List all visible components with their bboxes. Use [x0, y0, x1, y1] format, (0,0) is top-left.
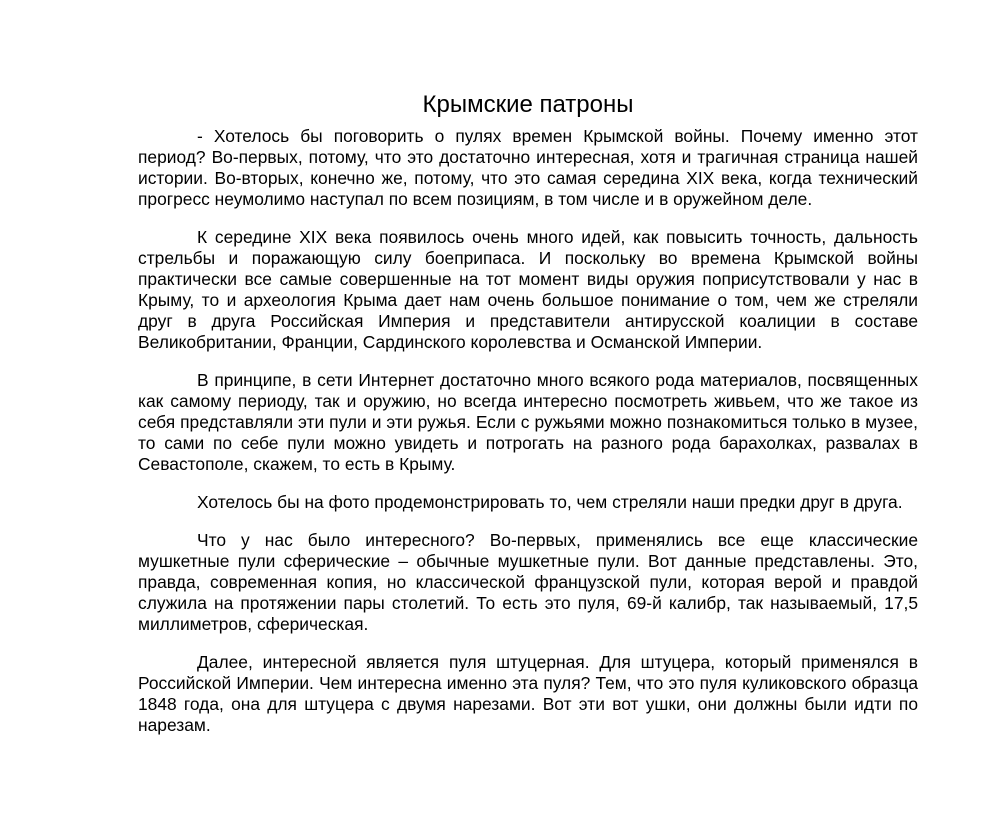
paragraph-2: К середине XIX века появилось очень много идей, как повысить точность, дальность стрельбы и поражающую силу боеприпаса. И поскольку во времена Крымской войны практически все самые совершенные на тот момент виды оружия поприсутствовали у нас в Крыму, то и археология Крыма дает нам очень большое понимание о том, чем же стреляли друг в друга Российская Империя и представители антирусской коалиции в составе Великобритании, Франции, Сардинского королевства и Османской Империи.	[138, 227, 918, 352]
document-title: Крымские патроны	[422, 91, 634, 118]
paragraph-1: - Хотелось бы поговорить о пулях времен Крымской войны. Почему именно этот период? Во-первых, потому, что это достаточно интересная, хотя и трагичная страница нашей истории. Во-вторых, конечно же, потому, что это самая середина XIX века, когда технический прогресс неумолимо наступал по всем позициям, в том числе и в оружейном деле.	[138, 126, 918, 209]
paragraph-5: Что у нас было интересного? Во-первых, применялись все еще классические мушкетные пули сферические – обычные мушкетные пули. Вот данные представлены. Это, правда, современная копия, но классической французской пули, которая верой и правдой служила на протяжении пары столетий. То есть это пуля, 69-й калибр, так называемый, 17,5 миллиметров, сферическая.	[138, 530, 918, 634]
document-page	[138, 88, 918, 753]
paragraph-6: Далее, интересной является пуля штуцерная. Для штуцера, который применялся в Российской Империи. Чем интересна именно эта пуля? Тем, что это пуля куликовского образца 1848 года, она для штуцера с двумя нарезами. Вот эти вот ушки, они должны были идти по нарезам.	[138, 652, 918, 735]
paragraph-3: В принципе, в сети Интернет достаточно много всякого рода материалов, посвященных как самому периоду, так и оружию, но всегда интересно посмотреть живьем, что же такое из себя представляли эти пули и эти ружья. Если с ружьями можно познакомиться только в музее, то сами по себе пули можно увидеть и потрогать на разного рода барахолках, развалах в Севастополе, скажем, то есть в Крыму.	[138, 370, 918, 474]
paragraph-4: Хотелось бы на фото продемонстрировать то, чем стреляли наши предки друг в друга.	[197, 492, 903, 512]
